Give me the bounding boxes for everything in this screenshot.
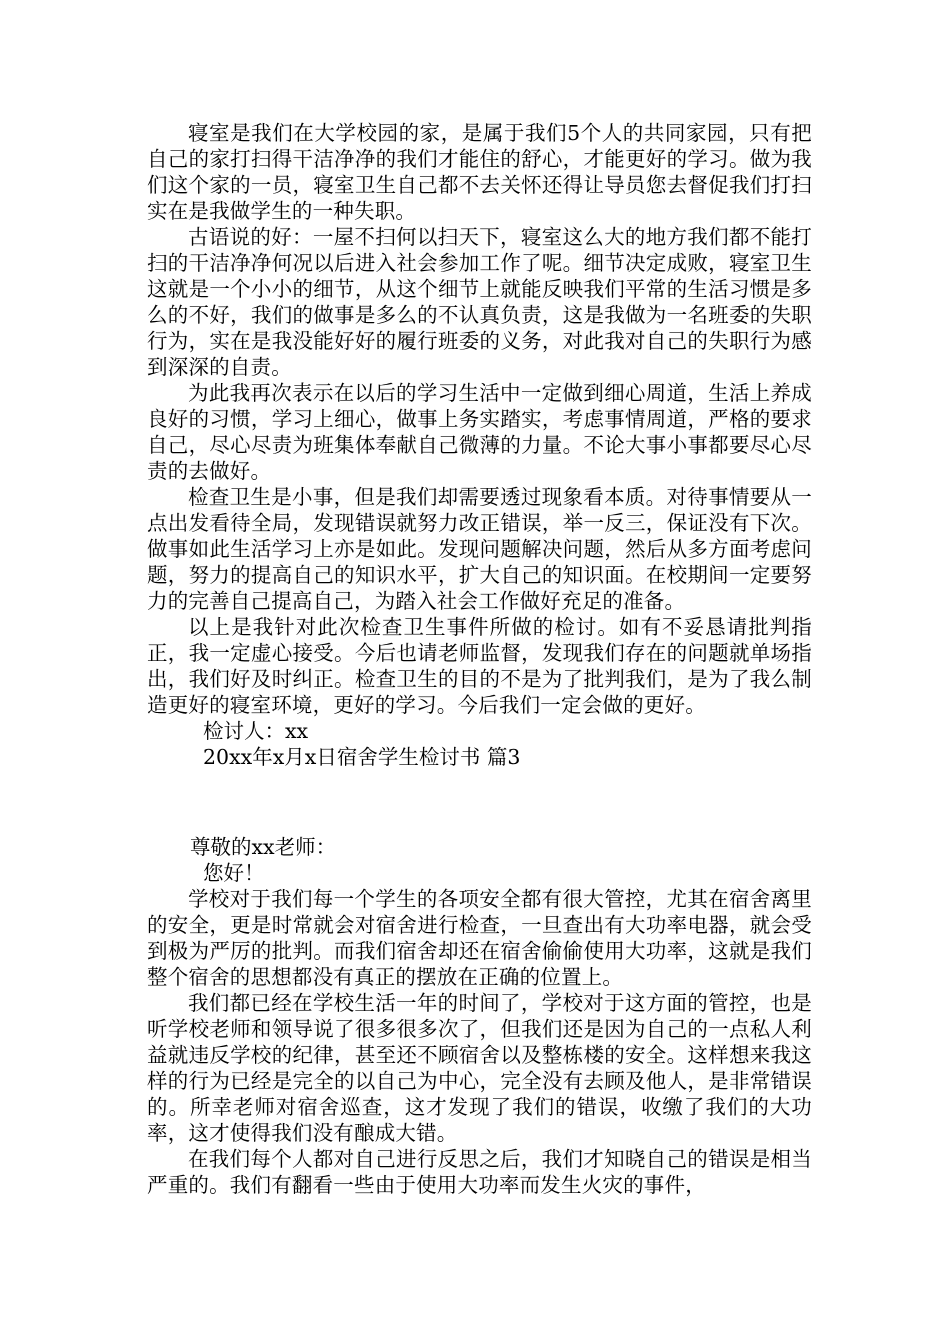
greeting: 您好！ bbox=[203, 861, 265, 885]
body-paragraph: 在我们每个人都对自己进行反思之后，我们才知晓自己的错误是相当严重的。我们有翻看一些由于使用大功率而发生火灾的事件， bbox=[147, 1147, 812, 1197]
body-paragraph: 古语说的好：一屋不扫何以扫天下，寝室这么大的地方我们都不能打扫的干洁净净何况以后进入社会参加工作了呢。细节决定成败，寝室卫生这就是一个小小的细节，从这个细节上就能反映我们平常的生活习惯是多么的不好，我们的做事是多么的不认真负责，这是我做为一名班委的失职行为，实在是我没能好好的履行班委的义务，对此我对自己的失职行为感到深深的自责。 bbox=[147, 225, 812, 379]
salutation: 尊敬的xx老师： bbox=[190, 835, 337, 859]
signature-line: 检讨人：xx bbox=[203, 719, 309, 743]
body-paragraph: 学校对于我们每一个学生的各项安全都有很大管控，尤其在宿舍离里的安全，更是时常就会对宿舍进行检查，一旦查出有大功率电器，就会受到极为严厉的批判。而我们宿舍却还在宿舍偷偷使用大功率，这就是我们整个宿舍的思想都没有真正的摆放在正确的位置上。 bbox=[147, 887, 812, 989]
body-paragraph: 我们都已经在学校生活一年的时间了，学校对于这方面的管控，也是听学校老师和领导说了很多很多次了，但我们还是因为自己的一点私人利益就违反学校的纪律，甚至还不顾宿舍以及整栋楼的安全。这样想来我这样的行为已经是完全的以自己为中心，完全没有去顾及他人，是非常错误的。所幸老师对宿舍巡查，这才发现了我们的错误，收缴了我们的大功率，这才使得我们没有酿成大错。 bbox=[147, 991, 812, 1145]
section-spacer bbox=[147, 770, 812, 834]
document-page bbox=[147, 120, 812, 1198]
section-heading: 20xx年x月x日宿舍学生检讨书 篇3 bbox=[203, 745, 521, 769]
body-paragraph: 寝室是我们在大学校园的家，是属于我们5个人的共同家园，只有把自己的家打扫得干洁净净的我们才能住的舒心，才能更好的学习。做为我们这个家的一员，寝室卫生自己都不去关怀还得让导员您去督促我们打扫实在是我做学生的一种失职。 bbox=[147, 121, 812, 223]
body-paragraph: 以上是我针对此次检查卫生事件所做的检讨。如有不妥恳请批判指正，我一定虚心接受。今后也请老师监督，发现我们存在的问题就单场指出，我们好及时纠正。检查卫生的目的不是为了批判我们，是为了我么制造更好的寝室环境，更好的学习。今后我们一定会做的更好。 bbox=[147, 615, 812, 717]
body-paragraph: 检查卫生是小事，但是我们却需要透过现象看本质。对待事情要从一点出发看待全局，发现错误就努力改正错误，举一反三，保证没有下次。做事如此生活学习上亦是如此。发现问题解决问题，然后从多方面考虑问题，努力的提高自己的知识水平，扩大自己的知识面。在校期间一定要努力的完善自己提高自己，为踏入社会工作做好充足的准备。 bbox=[147, 485, 812, 613]
body-paragraph: 为此我再次表示在以后的学习生活中一定做到细心周道，生活上养成良好的习惯，学习上细心，做事上务实踏实，考虑事情周道，严格的要求自己，尽心尽责为班集体奉献自己微薄的力量。不论大事小事都要尽心尽责的去做好。 bbox=[147, 381, 812, 483]
